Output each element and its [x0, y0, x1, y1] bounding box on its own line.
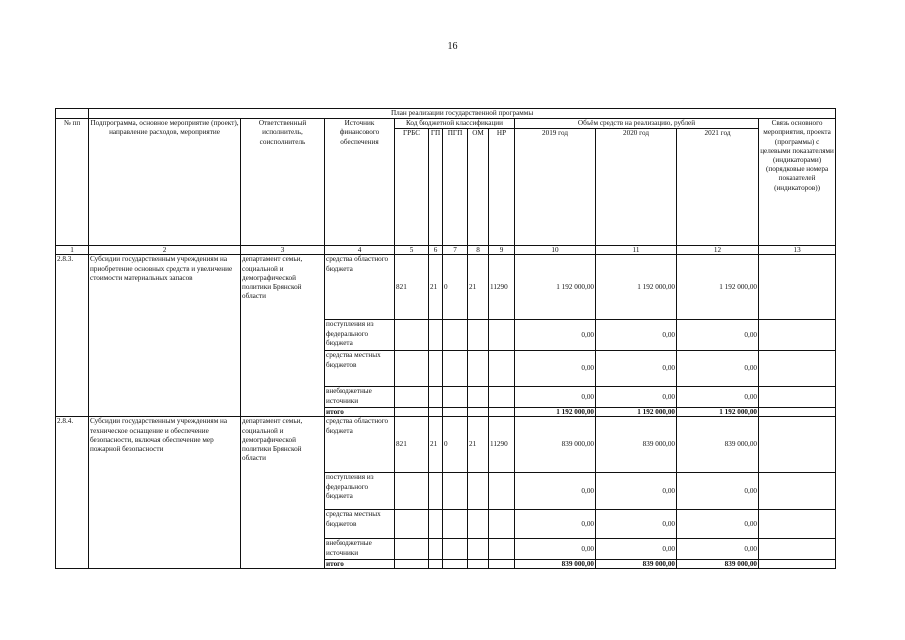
amount-2020: 0,00 [596, 320, 677, 351]
code-nr: 11290 [489, 255, 515, 320]
column-number: 2 [89, 246, 241, 255]
column-number: 10 [515, 246, 596, 255]
total-2020: 839 000,00 [596, 560, 677, 569]
amount-2020: 0,00 [596, 510, 677, 539]
amount-2020: 0,00 [596, 473, 677, 510]
code-om: 21 [468, 417, 489, 473]
amount-2019: 0,00 [515, 473, 596, 510]
amount-2021: 839 000,00 [677, 417, 759, 473]
header-om: ОМ [468, 129, 489, 246]
amount-2020: 0,00 [596, 387, 677, 408]
code-grbs: 821 [395, 255, 429, 320]
program-plan-table [55, 108, 836, 569]
code-gp: 21 [429, 417, 443, 473]
funding-source: средства местных бюджетов [325, 351, 395, 387]
amount-2020: 1 192 000,00 [596, 255, 677, 320]
header-volume: Объём средств на реализацию, рублей [515, 119, 759, 129]
header-nr: НР [489, 129, 515, 246]
column-number: 13 [759, 246, 836, 255]
code-om: 21 [468, 255, 489, 320]
header-2019: 2019 год [515, 129, 596, 246]
code-nr: 11290 [489, 417, 515, 473]
amount-2019: 0,00 [515, 387, 596, 408]
funding-source: средства местных бюджетов [325, 510, 395, 539]
column-number: 11 [596, 246, 677, 255]
header-pgp: ПГП [443, 129, 468, 246]
table-row [56, 255, 836, 320]
amount-2020: 0,00 [596, 539, 677, 560]
funding-source: поступления из федерального бюджета [325, 473, 395, 510]
total-2019: 1 192 000,00 [515, 408, 596, 417]
funding-source: внебюджетные источники [325, 387, 395, 408]
amount-2019: 0,00 [515, 539, 596, 560]
funding-source: внебюджетные источники [325, 539, 395, 560]
column-number: 12 [677, 246, 759, 255]
code-pgp: 0 [443, 417, 468, 473]
amount-2019: 1 192 000,00 [515, 255, 596, 320]
header-link: Связь основного мероприятия, проекта (программы) с целевыми показателями (индикаторами) (порядковые номера показателей (индикаторов)) [759, 119, 836, 246]
funding-source: средства областного бюджета [325, 255, 395, 320]
amount-2021: 0,00 [677, 351, 759, 387]
indicator-link [759, 255, 836, 320]
amount-2019: 0,00 [515, 351, 596, 387]
amount-2021: 0,00 [677, 387, 759, 408]
header-gp: ГП [429, 129, 443, 246]
total-2020: 1 192 000,00 [596, 408, 677, 417]
indicator-link [759, 417, 836, 473]
table-title: План реализации государственной программы [89, 109, 836, 119]
amount-2020: 839 000,00 [596, 417, 677, 473]
header-source: Источник финансового обеспечения [325, 119, 395, 246]
code-grbs: 821 [395, 417, 429, 473]
funding-source-total: итого [325, 560, 395, 569]
page-number: 16 [447, 41, 458, 52]
column-number-row [56, 246, 836, 255]
amount-2021: 0,00 [677, 510, 759, 539]
header-budget-code: Код бюджетной классификации [395, 119, 515, 129]
amount-2019: 839 000,00 [515, 417, 596, 473]
column-number: 8 [468, 246, 489, 255]
column-number: 4 [325, 246, 395, 255]
header-num: № пп [56, 119, 89, 246]
column-number: 6 [429, 246, 443, 255]
total-2021: 1 192 000,00 [677, 408, 759, 417]
amount-2021: 1 192 000,00 [677, 255, 759, 320]
amount-2021: 0,00 [677, 320, 759, 351]
code-pgp: 0 [443, 255, 468, 320]
item-number: 2.8.4. [56, 417, 89, 569]
funding-source: поступления из федерального бюджета [325, 320, 395, 351]
funding-source-total: итого [325, 408, 395, 417]
amount-2019: 0,00 [515, 320, 596, 351]
column-number: 7 [443, 246, 468, 255]
header-executor: Ответственный исполнитель, соисполнитель [241, 119, 325, 246]
column-number: 9 [489, 246, 515, 255]
column-number: 1 [56, 246, 89, 255]
item-executor: департамент семьи, социальной и демографической политики Брянской области [241, 255, 325, 417]
column-number: 5 [395, 246, 429, 255]
item-name: Субсидии государственным учреждениям на приобретение основных средств и увеличение стоимости материальных запасов [89, 255, 241, 417]
amount-2020: 0,00 [596, 351, 677, 387]
column-number: 3 [241, 246, 325, 255]
item-name: Субсидии государственным учреждениям на техническое оснащение и обеспечение безопасности, включая обеспечение мер пожарной безопасности [89, 417, 241, 569]
total-2021: 839 000,00 [677, 560, 759, 569]
total-2019: 839 000,00 [515, 560, 596, 569]
amount-2019: 0,00 [515, 510, 596, 539]
table-row [56, 417, 836, 473]
amount-2021: 0,00 [677, 539, 759, 560]
item-number: 2.8.3. [56, 255, 89, 417]
item-executor: департамент семьи, социальной и демографической политики Брянской области [241, 417, 325, 569]
header-grbs: ГРБС [395, 129, 429, 246]
amount-2021: 0,00 [677, 473, 759, 510]
code-gp: 21 [429, 255, 443, 320]
header-name: Подпрограмма, основное мероприятие (проект), направление расходов, мероприятие [89, 119, 241, 246]
header-2020: 2020 год [596, 129, 677, 246]
funding-source: средства областного бюджета [325, 417, 395, 473]
header-2021: 2021 год [677, 129, 759, 246]
